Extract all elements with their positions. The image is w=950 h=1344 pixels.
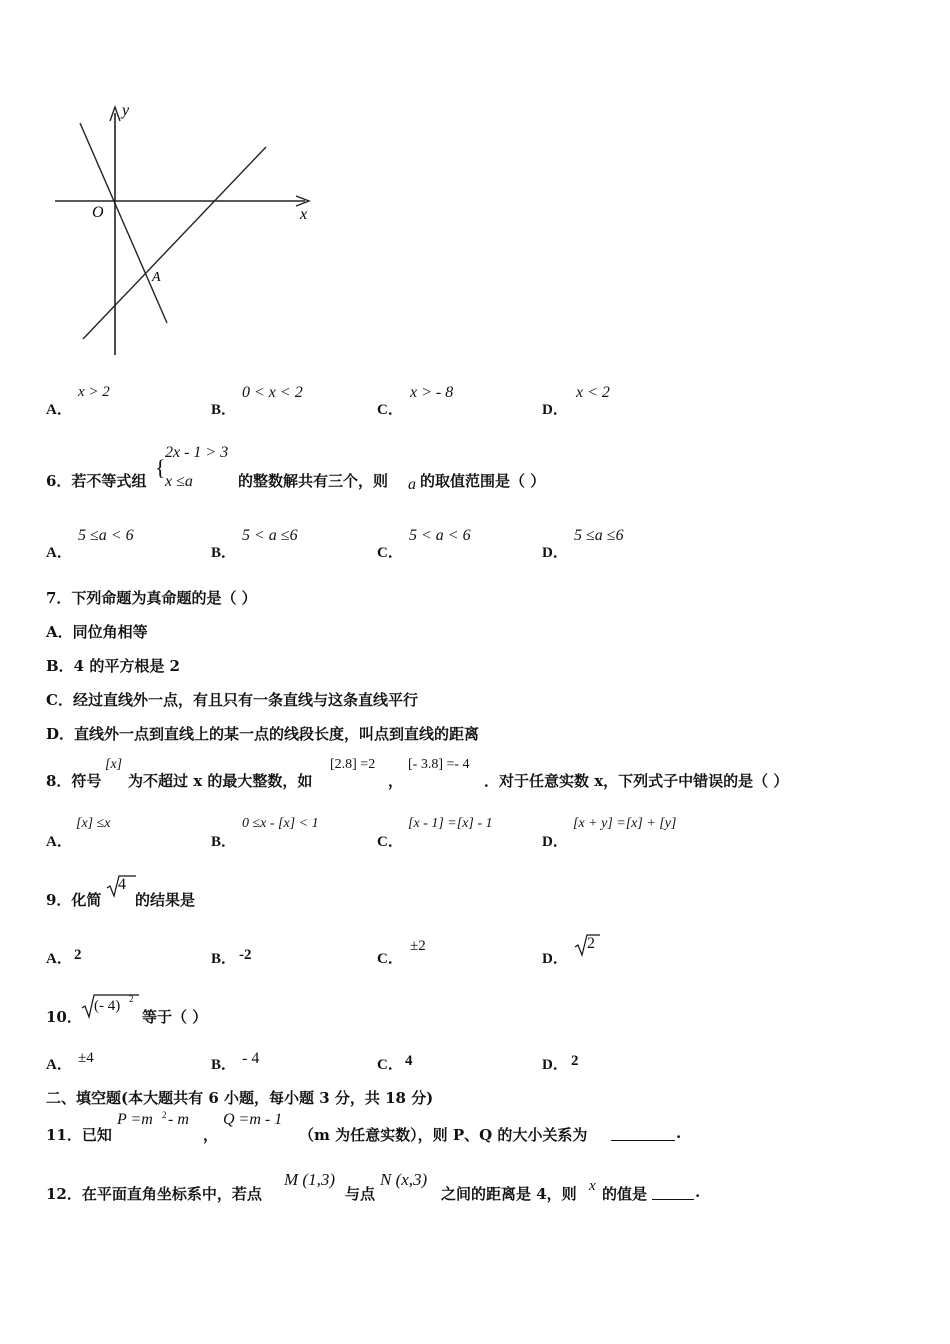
q8-prefix: 8．符号	[46, 772, 102, 790]
q11-end: .	[676, 1124, 682, 1142]
q10-option-c: C．	[377, 1057, 403, 1073]
q9-option-a-expr: 2	[74, 947, 82, 963]
q12-point-n: N (x,3)	[380, 1170, 428, 1189]
y-axis-label: y	[122, 102, 130, 119]
q9-prefix: 9．化简	[46, 891, 102, 909]
q12-suffix: 的值是	[602, 1185, 648, 1203]
q8-example-2: [- 3.8] =- 4	[408, 757, 470, 772]
q11-answer-blank[interactable]	[611, 1126, 675, 1141]
q10-option-a-expr: ±4	[78, 1050, 94, 1066]
q6-option-d-expr: 5 ≤a ≤6	[574, 527, 624, 544]
q7-option-b: B．4 的平方根是 2	[46, 657, 180, 675]
q5-option-b-label: B．	[211, 402, 237, 418]
q6-option-d-label: D．	[542, 545, 568, 561]
point-a-label: A	[152, 270, 161, 285]
q9-radicand: 4	[118, 876, 126, 893]
x-axis-label: x	[300, 206, 308, 223]
q10-option-b-expr: - 4	[242, 1050, 260, 1067]
q8-comma: ，	[388, 772, 404, 790]
q8-symbol: [x]	[105, 757, 123, 772]
q8-option-c-expr: [x - 1] =[x] - 1	[408, 816, 493, 831]
q5-option-d-label: D．	[542, 402, 568, 418]
q6-system-line2: x ≤a	[165, 473, 193, 490]
q6-suffix: 的取值范围是（ ）	[420, 472, 546, 490]
q5-option-d-expr: x < 2	[576, 384, 610, 401]
q6-option-b-label: B．	[211, 545, 237, 561]
origin-label: O	[92, 204, 104, 221]
q8-option-a-expr: [x] ≤x	[76, 816, 111, 831]
q10-option-d-expr: 2	[571, 1053, 579, 1069]
q9-suffix: 的结果是	[135, 891, 196, 909]
q12-var: x	[589, 1178, 596, 1194]
q9-option-d: D．	[542, 951, 568, 967]
q10-suffix: 等于（ ）	[142, 1008, 208, 1026]
q6-prefix: 6．若不等式组	[46, 472, 147, 490]
q7-stem: 7．下列命题为真命题的是（ ）	[46, 589, 257, 607]
q12-mid: 与点	[345, 1185, 376, 1203]
q7-option-d: D．直线外一点到直线上的某一点的线段长度，叫点到直线的距离	[46, 725, 480, 743]
section-2-title: 二、填空题(本大题共有 6 小题，每小题 3 分，共 18 分)	[46, 1089, 434, 1107]
q12-answer-blank[interactable]	[652, 1185, 694, 1200]
q11-suffix: （m 为任意实数），则 P、Q 的大小关系为	[299, 1126, 588, 1144]
q10-option-c-expr: 4	[405, 1053, 413, 1069]
q6-option-c-label: C．	[377, 545, 403, 561]
q10-exponent: 2	[129, 994, 134, 1004]
q7-option-c: C．经过直线外一点，有且只有一条直线与这条直线平行	[46, 691, 418, 709]
q8-text1: 为不超过 x 的最大整数，如	[128, 772, 313, 790]
q11-prefix: 11．已知	[46, 1126, 112, 1144]
q6-option-a-expr: 5 ≤a < 6	[78, 527, 134, 544]
q6-var: a	[408, 476, 416, 493]
q12-end: .	[695, 1183, 701, 1201]
line-increasing	[83, 147, 266, 339]
coordinate-graph	[50, 95, 320, 360]
q10-prefix: 10．	[46, 1008, 82, 1026]
q6-brace: {	[155, 455, 166, 480]
q10-option-a: A．	[46, 1057, 72, 1073]
q11-comma: ，	[203, 1126, 219, 1144]
q6-option-a-label: A．	[46, 545, 72, 561]
q10-option-d: D．	[542, 1057, 568, 1073]
q5-option-b-expr: 0 < x < 2	[242, 384, 303, 401]
q8-option-c-label: C．	[377, 834, 403, 850]
q8-option-b-expr: 0 ≤x - [x] < 1	[242, 816, 319, 831]
q11-p-tail: - m	[168, 1111, 189, 1128]
q8-option-b-label: B．	[211, 834, 237, 850]
q8-example-1: [2.8] =2	[330, 757, 376, 772]
q7-option-a: A．同位角相等	[46, 623, 148, 641]
q5-option-c-expr: x > - 8	[410, 384, 454, 401]
q8-text2: ．对于任意实数 x，下列式子中错误的是（ ）	[484, 772, 789, 790]
q11-q-expr: Q =m - 1	[223, 1111, 283, 1128]
q12-point-m: M (1,3)	[284, 1170, 335, 1189]
q6-system-line1: 2x - 1 > 3	[165, 444, 229, 461]
q9-option-d-expr: 2	[587, 935, 595, 952]
q5-option-a-expr: x > 2	[78, 384, 110, 400]
q10-option-b: B．	[211, 1057, 237, 1073]
q12-text: 之间的距离是 4，则	[441, 1185, 577, 1203]
q6-option-c-expr: 5 < a < 6	[409, 527, 471, 544]
line-decreasing	[80, 123, 167, 323]
q8-option-d-expr: [x + y] =[x] + [y]	[573, 816, 677, 831]
q9-option-c: C．	[377, 951, 403, 967]
q10-radicand: (- 4)	[94, 998, 121, 1014]
q8-option-a-label: A．	[46, 834, 72, 850]
q11-p-expr: P =m	[117, 1111, 153, 1128]
q6-option-b-expr: 5 < a ≤6	[242, 527, 298, 544]
q6-mid: 的整数解共有三个，则	[238, 472, 389, 490]
q5-option-a-label: A．	[46, 402, 72, 418]
q11-p-exponent: 2	[162, 1110, 167, 1120]
q9-option-a: A．	[46, 951, 72, 967]
q8-option-d-label: D．	[542, 834, 568, 850]
q9-option-b-expr: -2	[239, 947, 252, 963]
q5-option-c-label: C．	[377, 402, 403, 418]
q9-option-b: B．	[211, 951, 237, 967]
q12-prefix: 12．在平面直角坐标系中，若点	[46, 1185, 262, 1203]
q9-option-c-expr: ±2	[410, 938, 426, 954]
